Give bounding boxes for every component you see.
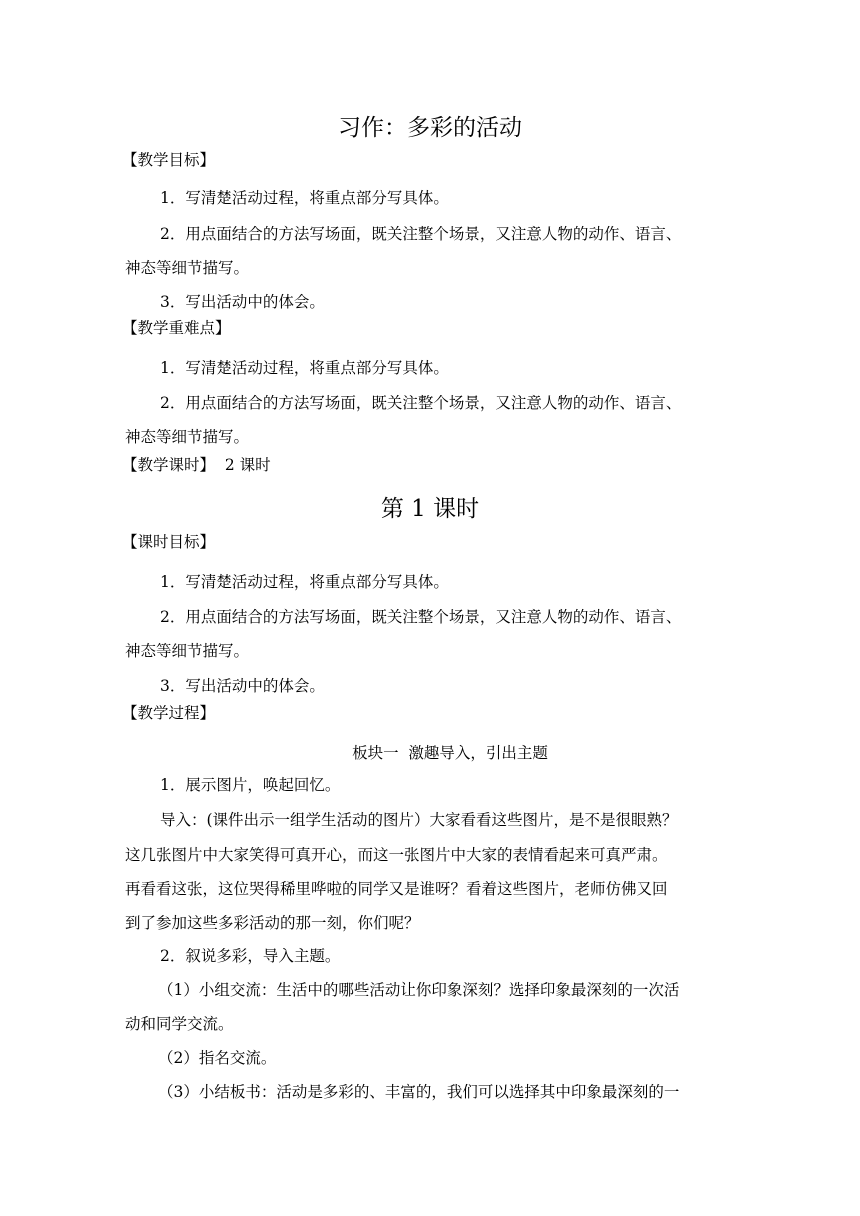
lesson-goal-2: 2．用点面结合的方法写场面，既关注整个场景，又注意人物的动作、语言、 — [160, 608, 682, 626]
process-line-3: 这几张图片中大家笑得可真开心，而这一张图片中大家的表情看起来可真严肃。 — [125, 846, 668, 864]
key-point-2-cont: 神态等细节描写。 — [125, 428, 250, 446]
process-line-7: （1）小组交流：生活中的哪些活动让你印象深刻？选择印象最深刻的一次活 — [158, 981, 680, 999]
process-line-9: （2）指名交流。 — [158, 1049, 277, 1067]
block1-title: 板块一 激趣导入，引出主题 — [352, 744, 548, 762]
lesson-goals-heading: 【课时目标】 — [122, 533, 216, 551]
process-line-6: 2．叙说多彩，导入主题。 — [160, 947, 341, 965]
teaching-goal-3: 3．写出活动中的体会。 — [160, 293, 325, 311]
lesson-goal-3: 3．写出活动中的体会。 — [160, 677, 325, 695]
key-point-1: 1．写清楚活动过程，将重点部分写具体。 — [160, 359, 449, 377]
document-title: 习作：多彩的活动 — [338, 115, 522, 141]
lesson-title: 第 1 课时 — [380, 496, 480, 522]
teaching-goals-heading: 【教学目标】 — [122, 151, 216, 169]
process-heading: 【教学过程】 — [122, 704, 216, 722]
lesson-goal-1: 1．写清楚活动过程，将重点部分写具体。 — [160, 573, 449, 591]
process-line-1: 1．展示图片，唤起回忆。 — [160, 776, 341, 794]
key-points-heading: 【教学重难点】 — [122, 319, 231, 337]
class-hours: 【教学课时】 2 课时 — [122, 456, 271, 474]
teaching-goal-2: 2．用点面结合的方法写场面，既关注整个场景，又注意人物的动作、语言、 — [160, 225, 682, 243]
process-line-5: 到了参加这些多彩活动的那一刻，你们呢？ — [125, 914, 420, 932]
process-line-4: 再看看这张，这位哭得稀里哗啦的同学又是谁呀？看着这些图片，老师仿佛又回 — [125, 880, 668, 898]
process-line-8: 动和同学交流。 — [125, 1015, 234, 1033]
teaching-goal-2-cont: 神态等细节描写。 — [125, 259, 250, 277]
key-point-2: 2．用点面结合的方法写场面，既关注整个场景，又注意人物的动作、语言、 — [160, 394, 682, 412]
process-line-2: 导入：(课件出示一组学生活动的图片）大家看看这些图片，是不是很眼熟？ — [160, 811, 678, 829]
process-line-10: （3）小结板书：活动是多彩的、丰富的，我们可以选择其中印象最深刻的一 — [158, 1083, 680, 1101]
teaching-goal-1: 1．写清楚活动过程，将重点部分写具体。 — [160, 189, 449, 207]
lesson-goal-2-cont: 神态等细节描写。 — [125, 642, 250, 660]
